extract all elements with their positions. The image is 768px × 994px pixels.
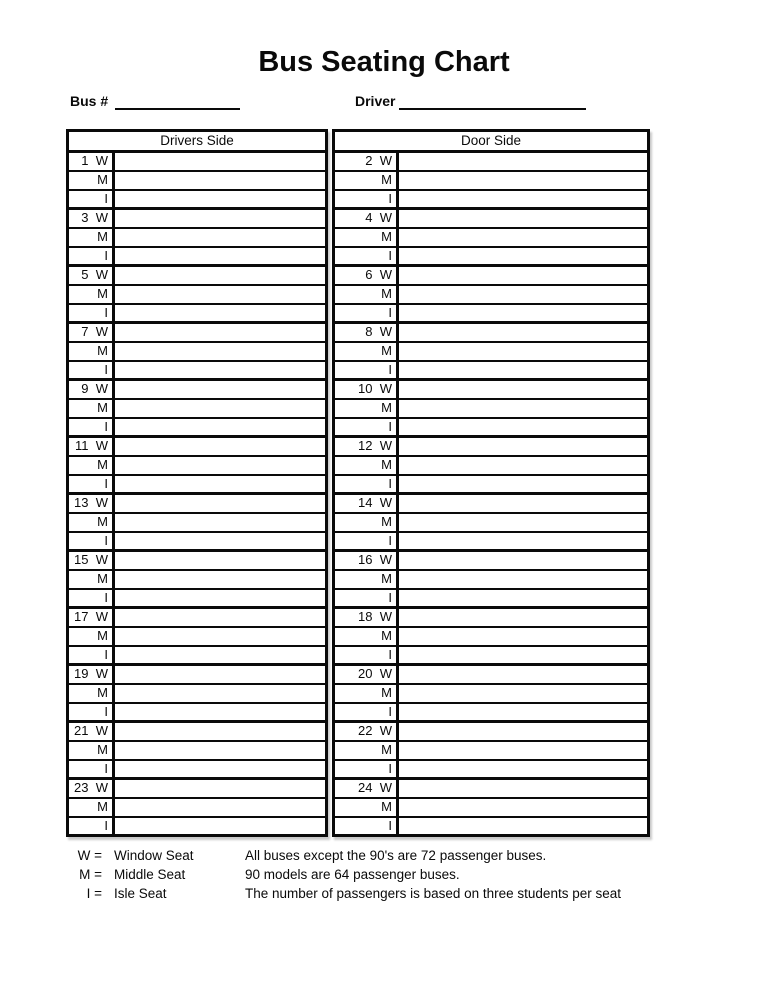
seat-13-w-row xyxy=(69,495,325,514)
seat-17-w-row xyxy=(69,609,325,628)
seat-13-i-name-cell[interactable] xyxy=(115,533,325,549)
seat-24-i-name-cell[interactable] xyxy=(399,818,647,834)
seat-19-i-name-cell[interactable] xyxy=(115,704,325,720)
seat-2-i-name-cell[interactable] xyxy=(399,191,647,207)
seat-23-m-row xyxy=(69,799,325,818)
seat-4-m-label: M xyxy=(335,229,399,246)
seat-22-w-row xyxy=(335,723,647,742)
seat-4-i-name-cell[interactable] xyxy=(399,248,647,264)
seat-6-i-label: I xyxy=(335,305,399,321)
seat-23-m-label: M xyxy=(69,799,115,816)
seat-10-m-label: M xyxy=(335,400,399,417)
seat-21-w-row xyxy=(69,723,325,742)
seat-19-m-label: M xyxy=(69,685,115,702)
seat-7-w-label: 7 W xyxy=(69,324,115,341)
seat-21-i-label: I xyxy=(69,761,115,777)
seat-15-i-label: I xyxy=(69,590,115,606)
seat-14-m-label: M xyxy=(335,514,399,531)
seat-21-m-label: M xyxy=(69,742,115,759)
seat-7-m-label: M xyxy=(69,343,115,360)
seat-3-i-row xyxy=(69,248,325,264)
seat-12-w-label: 12 W xyxy=(335,438,399,455)
seat-5-i-row xyxy=(69,305,325,321)
seat-12-i-label: I xyxy=(335,476,399,492)
seat-6-m-label: M xyxy=(335,286,399,303)
seat-group-23 xyxy=(69,780,325,834)
seat-14-w-row xyxy=(335,495,647,514)
seat-1-i-row xyxy=(69,191,325,207)
seat-group-17 xyxy=(69,609,325,666)
seat-7-m-name-cell[interactable] xyxy=(115,343,325,360)
seat-group-20 xyxy=(335,666,647,723)
seat-18-m-label: M xyxy=(335,628,399,645)
seat-22-i-name-cell[interactable] xyxy=(399,761,647,777)
seat-20-w-name-cell[interactable] xyxy=(399,666,647,683)
seat-11-w-row xyxy=(69,438,325,457)
seat-10-m-row xyxy=(335,400,647,419)
seat-group-24 xyxy=(335,780,647,834)
seat-21-m-row xyxy=(69,742,325,761)
seat-9-m-row xyxy=(69,400,325,419)
seat-7-w-row xyxy=(69,324,325,343)
seat-18-w-label: 18 W xyxy=(335,609,399,626)
seat-17-i-name-cell[interactable] xyxy=(115,647,325,663)
note-bus-capacity: All buses except the 90's are 72 passenger buses. xyxy=(245,848,547,863)
seat-14-w-name-cell[interactable] xyxy=(399,495,647,512)
seat-4-i-label: I xyxy=(335,248,399,264)
seat-24-m-label: M xyxy=(335,799,399,816)
seat-1-w-row xyxy=(69,153,325,172)
legend xyxy=(0,846,720,903)
seat-6-m-row xyxy=(335,286,647,305)
seat-16-m-name-cell[interactable] xyxy=(399,571,647,588)
seat-8-m-label: M xyxy=(335,343,399,360)
seat-2-m-name-cell[interactable] xyxy=(399,172,647,189)
door-side-table xyxy=(332,129,650,837)
seat-17-w-name-cell[interactable] xyxy=(115,609,325,626)
seat-11-i-label: I xyxy=(69,476,115,492)
seat-2-m-row xyxy=(335,172,647,191)
seat-12-i-name-cell[interactable] xyxy=(399,476,647,492)
seat-19-i-label: I xyxy=(69,704,115,720)
seat-16-m-label: M xyxy=(335,571,399,588)
seat-22-m-row xyxy=(335,742,647,761)
seat-24-w-label: 24 W xyxy=(335,780,399,797)
seat-15-w-label: 15 W xyxy=(69,552,115,569)
seat-1-i-name-cell[interactable] xyxy=(115,191,325,207)
seat-12-m-row xyxy=(335,457,647,476)
seat-3-i-name-cell[interactable] xyxy=(115,248,325,264)
seat-20-i-label: I xyxy=(335,704,399,720)
seat-8-m-row xyxy=(335,343,647,362)
seat-18-m-name-cell[interactable] xyxy=(399,628,647,645)
seat-14-m-row xyxy=(335,514,647,533)
seat-23-w-row xyxy=(69,780,325,799)
seat-15-m-row xyxy=(69,571,325,590)
seat-12-i-row xyxy=(335,476,647,492)
seat-19-i-row xyxy=(69,704,325,720)
seat-8-m-name-cell[interactable] xyxy=(399,343,647,360)
seat-8-w-name-cell[interactable] xyxy=(399,324,647,341)
seat-15-w-name-cell[interactable] xyxy=(115,552,325,569)
seat-9-w-row xyxy=(69,381,325,400)
seat-9-m-name-cell[interactable] xyxy=(115,400,325,417)
seat-17-m-name-cell[interactable] xyxy=(115,628,325,645)
seat-group-10 xyxy=(335,381,647,438)
seat-16-i-name-cell[interactable] xyxy=(399,590,647,606)
seat-5-w-name-cell[interactable] xyxy=(115,267,325,284)
legend-key-w: W = xyxy=(77,848,102,863)
seat-group-19 xyxy=(69,666,325,723)
seat-14-m-name-cell[interactable] xyxy=(399,514,647,531)
seat-group-12 xyxy=(335,438,647,495)
driver-name-field[interactable] xyxy=(399,92,586,110)
seat-13-m-row xyxy=(69,514,325,533)
seat-20-i-name-cell[interactable] xyxy=(399,704,647,720)
legend-key-m: M = xyxy=(79,867,102,882)
seat-15-i-row xyxy=(69,590,325,606)
seat-group-5 xyxy=(69,267,325,324)
seat-24-m-row xyxy=(335,799,647,818)
seat-6-i-name-cell[interactable] xyxy=(399,305,647,321)
seat-13-i-label: I xyxy=(69,533,115,549)
seat-23-i-name-cell[interactable] xyxy=(115,818,325,834)
seat-5-m-label: M xyxy=(69,286,115,303)
seat-group-18 xyxy=(335,609,647,666)
seat-10-w-row xyxy=(335,381,647,400)
note-90-models: 90 models are 64 passenger buses. xyxy=(245,867,460,882)
seat-16-m-row xyxy=(335,571,647,590)
seat-13-w-name-cell[interactable] xyxy=(115,495,325,512)
seat-10-i-row xyxy=(335,419,647,435)
seat-group-6 xyxy=(335,267,647,324)
seat-group-13 xyxy=(69,495,325,552)
seat-4-m-row xyxy=(335,229,647,248)
seat-5-w-row xyxy=(69,267,325,286)
seat-23-i-label: I xyxy=(69,818,115,834)
seat-16-i-row xyxy=(335,590,647,606)
seat-15-i-name-cell[interactable] xyxy=(115,590,325,606)
seat-7-w-name-cell[interactable] xyxy=(115,324,325,341)
seat-21-i-name-cell[interactable] xyxy=(115,761,325,777)
seat-6-w-row xyxy=(335,267,647,286)
seat-22-i-row xyxy=(335,761,647,777)
seat-19-w-label: 19 W xyxy=(69,666,115,683)
seat-23-w-name-cell[interactable] xyxy=(115,780,325,797)
seat-3-m-name-cell[interactable] xyxy=(115,229,325,246)
seat-11-i-name-cell[interactable] xyxy=(115,476,325,492)
seat-10-m-name-cell[interactable] xyxy=(399,400,647,417)
seat-7-i-name-cell[interactable] xyxy=(115,362,325,378)
seat-1-m-name-cell[interactable] xyxy=(115,172,325,189)
seat-22-m-label: M xyxy=(335,742,399,759)
seat-4-w-name-cell[interactable] xyxy=(399,210,647,227)
seat-group-8 xyxy=(335,324,647,381)
seat-3-w-row xyxy=(69,210,325,229)
page-title: Bus Seating Chart xyxy=(258,46,510,78)
seat-15-w-row xyxy=(69,552,325,571)
seat-18-m-row xyxy=(335,628,647,647)
seat-17-w-label: 17 W xyxy=(69,609,115,626)
seat-12-m-label: M xyxy=(335,457,399,474)
seat-24-i-row xyxy=(335,818,647,834)
seat-20-w-label: 20 W xyxy=(335,666,399,683)
legend-desc-i: Isle Seat xyxy=(114,886,167,901)
seat-4-w-label: 4 W xyxy=(335,210,399,227)
seat-9-i-name-cell[interactable] xyxy=(115,419,325,435)
seat-16-w-row xyxy=(335,552,647,571)
seat-3-m-row xyxy=(69,229,325,248)
seat-10-i-name-cell[interactable] xyxy=(399,419,647,435)
seat-21-w-label: 21 W xyxy=(69,723,115,740)
driver-label: Driver xyxy=(355,93,396,109)
seat-21-w-name-cell[interactable] xyxy=(115,723,325,740)
seat-13-w-label: 13 W xyxy=(69,495,115,512)
seat-group-15 xyxy=(69,552,325,609)
seat-20-m-label: M xyxy=(335,685,399,702)
seat-4-m-name-cell[interactable] xyxy=(399,229,647,246)
seat-6-m-name-cell[interactable] xyxy=(399,286,647,303)
seat-8-i-label: I xyxy=(335,362,399,378)
seat-18-i-name-cell[interactable] xyxy=(399,647,647,663)
seat-21-i-row xyxy=(69,761,325,777)
seat-2-i-row xyxy=(335,191,647,207)
seat-11-w-name-cell[interactable] xyxy=(115,438,325,455)
seat-1-w-name-cell[interactable] xyxy=(115,153,325,170)
seat-8-w-label: 8 W xyxy=(335,324,399,341)
seat-11-m-name-cell[interactable] xyxy=(115,457,325,474)
seat-group-2 xyxy=(335,153,647,210)
seat-14-i-name-cell[interactable] xyxy=(399,533,647,549)
seat-1-i-label: I xyxy=(69,191,115,207)
seat-11-m-label: M xyxy=(69,457,115,474)
seat-24-w-name-cell[interactable] xyxy=(399,780,647,797)
seat-16-w-label: 16 W xyxy=(335,552,399,569)
seat-23-w-label: 23 W xyxy=(69,780,115,797)
drivers-side-body xyxy=(69,153,325,834)
bus-number-field[interactable] xyxy=(115,92,240,110)
seat-5-i-name-cell[interactable] xyxy=(115,305,325,321)
seat-14-i-row xyxy=(335,533,647,549)
drivers-side-table xyxy=(66,129,328,837)
seat-10-w-name-cell[interactable] xyxy=(399,381,647,398)
legend-row-middle xyxy=(0,865,720,884)
seat-15-m-name-cell[interactable] xyxy=(115,571,325,588)
seat-22-w-label: 22 W xyxy=(335,723,399,740)
seat-6-w-label: 6 W xyxy=(335,267,399,284)
seat-20-w-row xyxy=(335,666,647,685)
seat-23-i-row xyxy=(69,818,325,834)
seat-5-i-label: I xyxy=(69,305,115,321)
bus-number-label: Bus # xyxy=(70,93,109,109)
seat-17-m-row xyxy=(69,628,325,647)
seat-6-i-row xyxy=(335,305,647,321)
seat-7-m-row xyxy=(69,343,325,362)
door-side-header: Door Side xyxy=(335,132,647,153)
seat-18-i-row xyxy=(335,647,647,663)
seat-group-21 xyxy=(69,723,325,780)
seat-1-w-label: 1 W xyxy=(69,153,115,170)
seat-group-4 xyxy=(335,210,647,267)
seat-8-w-row xyxy=(335,324,647,343)
seat-3-i-label: I xyxy=(69,248,115,264)
seat-3-w-name-cell[interactable] xyxy=(115,210,325,227)
seat-21-m-name-cell[interactable] xyxy=(115,742,325,759)
seat-24-i-label: I xyxy=(335,818,399,834)
seat-22-i-label: I xyxy=(335,761,399,777)
seat-13-i-row xyxy=(69,533,325,549)
seat-7-i-label: I xyxy=(69,362,115,378)
seat-1-m-row xyxy=(69,172,325,191)
seat-5-w-label: 5 W xyxy=(69,267,115,284)
seat-11-m-row xyxy=(69,457,325,476)
seat-15-m-label: M xyxy=(69,571,115,588)
seat-19-w-name-cell[interactable] xyxy=(115,666,325,683)
seat-22-m-name-cell[interactable] xyxy=(399,742,647,759)
seat-group-1 xyxy=(69,153,325,210)
seat-group-16 xyxy=(335,552,647,609)
seat-group-11 xyxy=(69,438,325,495)
seat-18-w-row xyxy=(335,609,647,628)
seat-8-i-row xyxy=(335,362,647,378)
seat-4-w-row xyxy=(335,210,647,229)
seat-14-w-label: 14 W xyxy=(335,495,399,512)
seat-16-w-name-cell[interactable] xyxy=(399,552,647,569)
seat-group-3 xyxy=(69,210,325,267)
seat-4-i-row xyxy=(335,248,647,264)
seat-20-m-row xyxy=(335,685,647,704)
seat-2-w-name-cell[interactable] xyxy=(399,153,647,170)
seat-22-w-name-cell[interactable] xyxy=(399,723,647,740)
seat-23-m-name-cell[interactable] xyxy=(115,799,325,816)
seat-12-m-name-cell[interactable] xyxy=(399,457,647,474)
seat-7-i-row xyxy=(69,362,325,378)
seat-18-i-label: I xyxy=(335,647,399,663)
legend-key-i: I = xyxy=(86,886,102,901)
seat-13-m-name-cell[interactable] xyxy=(115,514,325,531)
note-passenger-count: The number of passengers is based on three students per seat xyxy=(245,886,621,901)
seat-2-w-label: 2 W xyxy=(335,153,399,170)
seat-17-i-label: I xyxy=(69,647,115,663)
seat-17-m-label: M xyxy=(69,628,115,645)
seat-12-w-name-cell[interactable] xyxy=(399,438,647,455)
seat-group-22 xyxy=(335,723,647,780)
seat-18-w-name-cell[interactable] xyxy=(399,609,647,626)
seat-10-i-label: I xyxy=(335,419,399,435)
seat-17-i-row xyxy=(69,647,325,663)
seat-13-m-label: M xyxy=(69,514,115,531)
legend-row-isle xyxy=(0,884,720,903)
seat-9-i-row xyxy=(69,419,325,435)
seat-9-m-label: M xyxy=(69,400,115,417)
seat-group-14 xyxy=(335,495,647,552)
seat-19-w-row xyxy=(69,666,325,685)
legend-desc-m: Middle Seat xyxy=(114,867,186,882)
seat-2-m-label: M xyxy=(335,172,399,189)
seat-11-w-label: 11 W xyxy=(69,438,115,455)
seat-9-w-name-cell[interactable] xyxy=(115,381,325,398)
seat-16-i-label: I xyxy=(335,590,399,606)
seat-6-w-name-cell[interactable] xyxy=(399,267,647,284)
seat-2-i-label: I xyxy=(335,191,399,207)
legend-row-window xyxy=(0,846,720,865)
drivers-side-header: Drivers Side xyxy=(69,132,325,153)
seat-9-w-label: 9 W xyxy=(69,381,115,398)
seat-11-i-row xyxy=(69,476,325,492)
legend-desc-w: Window Seat xyxy=(114,848,194,863)
seat-19-m-name-cell[interactable] xyxy=(115,685,325,702)
seat-5-m-row xyxy=(69,286,325,305)
seat-10-w-label: 10 W xyxy=(335,381,399,398)
seat-group-7 xyxy=(69,324,325,381)
seat-24-w-row xyxy=(335,780,647,799)
seat-14-i-label: I xyxy=(335,533,399,549)
seat-group-9 xyxy=(69,381,325,438)
seat-9-i-label: I xyxy=(69,419,115,435)
door-side-body xyxy=(335,153,647,834)
seat-20-i-row xyxy=(335,704,647,720)
seat-12-w-row xyxy=(335,438,647,457)
seat-24-m-name-cell[interactable] xyxy=(399,799,647,816)
seat-5-m-name-cell[interactable] xyxy=(115,286,325,303)
seat-2-w-row xyxy=(335,153,647,172)
seat-19-m-row xyxy=(69,685,325,704)
seat-8-i-name-cell[interactable] xyxy=(399,362,647,378)
seat-3-m-label: M xyxy=(69,229,115,246)
seat-20-m-name-cell[interactable] xyxy=(399,685,647,702)
seat-1-m-label: M xyxy=(69,172,115,189)
seat-3-w-label: 3 W xyxy=(69,210,115,227)
